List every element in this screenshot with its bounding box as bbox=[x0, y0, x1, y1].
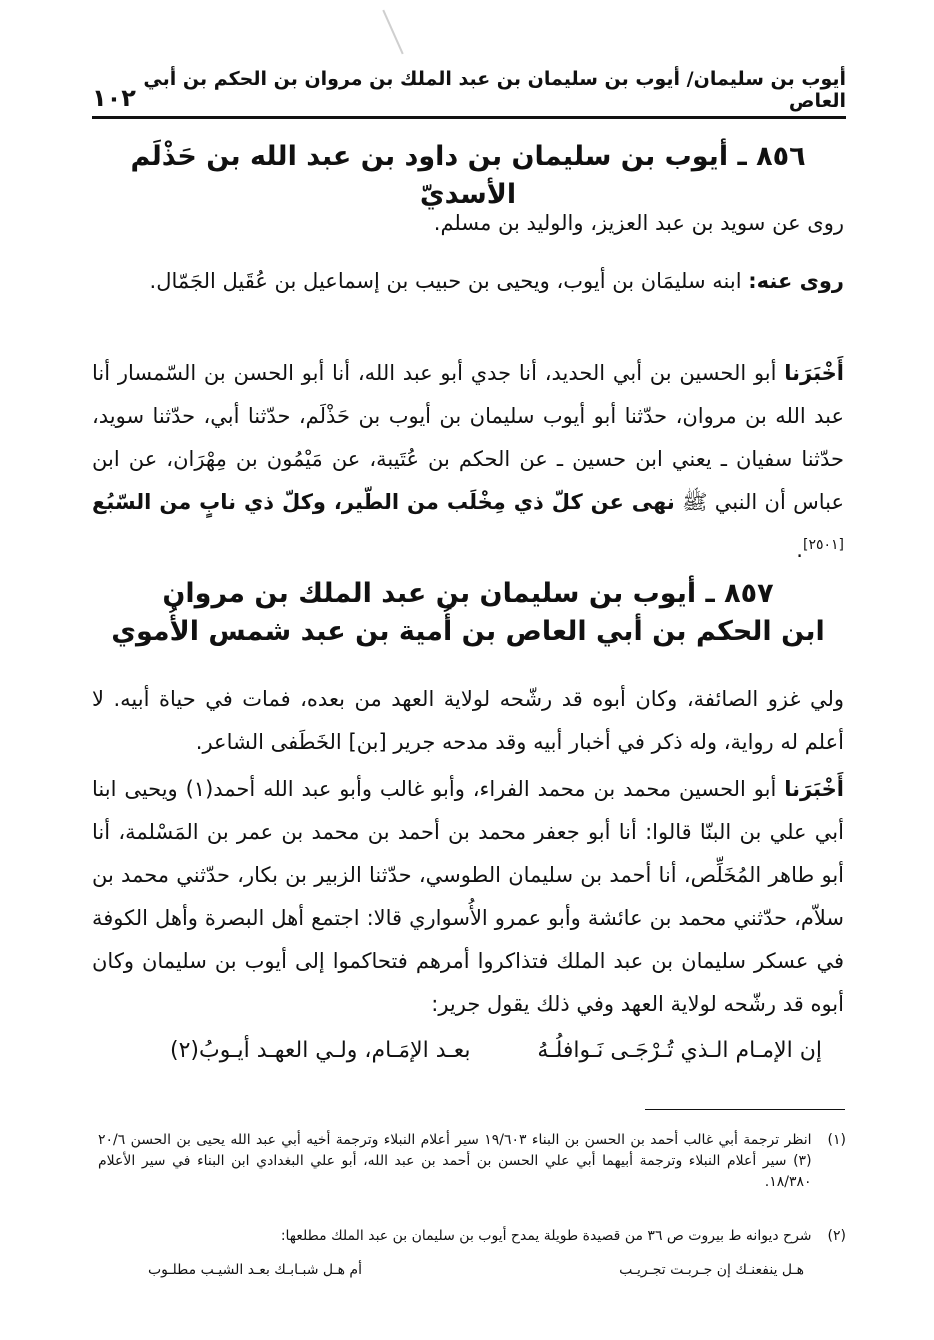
page-number: ١٠٢ bbox=[92, 84, 136, 112]
verse-first-hemistich: إن الإمـام الـذي تُـرْجَـى نَـوافلُـهُ bbox=[537, 1038, 822, 1063]
header-title: أيوب بن سليمان/ أيوب بن سليمان بن عبد الملك بن مروان بن الحكم بن أبي العاص bbox=[143, 68, 846, 112]
entry-857-bio: ولي غزو الصائفة، وكان أبوه قد رشّحه لولاية العهد من بعده، فمات في حياة أبيه. لا أعلم له رواية، وله ذكر في أخبار أبيه وقد مدحه جرير [بن] الخَطَفى الشاعر. bbox=[92, 687, 844, 754]
entry-856-narrated-from: روى عن سويد بن عبد العزيز، والوليد بن مسلم. bbox=[433, 211, 844, 235]
footnote-separator bbox=[645, 1109, 845, 1110]
footnote-number: (٢) bbox=[827, 1228, 846, 1244]
verse-second-hemistich: بعـد الإمَـام، ولـي العهـد أيـوبُ(٢) bbox=[170, 1038, 471, 1063]
akhbarana-label: أَخْبَرَنا bbox=[784, 361, 844, 385]
footnote-verse-first: هـل ينفعنـك إن جـربـت تجـريـب bbox=[619, 1262, 804, 1278]
hadith-text: نهى عن كلّ ذي مِخْلَب من الطّير، وكلّ ذي نابٍ من السّبُع bbox=[92, 490, 675, 514]
hadith-chain: أبو الحسين بن أبي الحديد، أنا جدي أبو عبد الله، أنا أبو الحسن بن السّمسار أنا عبد الله بن مروان، حدّثنا أبو أيوب سليمان بن أيوب بن حَذْلَم، حدّثنا أبي، حدّثنا سويد، حدّثنا سفيان ـ يعني ابن حسين ـ عن الحكم بن عُتَيبة، عن مَيْمُون بن مِهْرَان، عن ابن عباس أن النبي ﷺ bbox=[92, 361, 844, 514]
akhbarana-label: أَخْبَرَنا bbox=[784, 777, 844, 801]
footnote-text: شرح ديوانه ط بيروت ص ٣٦ من قصيدة طويلة يمدح أيوب بن سليمان بن عبد الملك مطلعها: bbox=[280, 1228, 812, 1244]
footnote-verse bbox=[148, 1262, 804, 1278]
hadith-number: [٢٥٠١] bbox=[802, 537, 844, 553]
narrated-by-text: ابنه سليمَان بن أيوب، ويحيى بن حبيب بن إسماعيل بن عُقَيل الجَمّال. bbox=[149, 269, 742, 293]
entry-857-narration bbox=[92, 768, 844, 1026]
entry-857-title-line2: ابن الحكم بن أبي العاص بن أُمية بن عبد شمس الأُموي bbox=[111, 615, 825, 647]
entry-856-narrated-by bbox=[92, 260, 844, 303]
footnote-2 bbox=[98, 1226, 846, 1247]
entry-857-title-line1: ٨٥٧ ـ أيوب بن سليمان بن عبد الملك بن مروان bbox=[162, 578, 774, 609]
poem-verse bbox=[170, 1038, 822, 1063]
entry-857-title bbox=[92, 575, 844, 651]
narration-text: أبو الحسين محمد بن محمد الفراء، وأبو غالب وأبو عبد الله أحمد(١) ويحيى ابنا أبي علي بن البنّا قالوا: أنا أبو جعفر محمد بن أحمد بن محمد بن عمر بن المَسْلمة، أنا أبو طاهر المُخَلِّص، أنا أحمد بن سليمان الطوسي، حدّثنا الزبير بن بكار، حدّثني محمد بن سلاّم، حدّثني محمد بن عائشة وأبو عمرو الأُسواري قالا: اجتمع أهل البصرة وأهل الكوفة في عسكر سليمان بن عبد الملك فتذاكروا أمرهم فتحاكموا إلى أيوب بن سليمان وكان أبوه قد رشّحه لولاية العهد وفي ذلك يقول جرير: bbox=[92, 777, 844, 1016]
entry-856-title: ٨٥٦ ـ أيوب بن سليمان بن داود بن عبد الله بن حَذْلَم الأسديّ bbox=[130, 141, 806, 210]
footnote-1 bbox=[98, 1130, 846, 1193]
entry-856-hadith: أَخْبَرَنا أبو الحسين بن أبي الحديد، أنا جدي أبو عبد الله، أنا أبو الحسن بن السّمسار أنا عبد الله بن مروان، حدّثنا أبو أيوب سليمان بن أيوب بن حَذْلَم، حدّثنا أبي، حدّثنا سويد، حدّثنا سفيان ـ يعني ابن حسين ـ عن الحكم بن عُتَيبة، عن مَيْمُون بن مِهْرَان، عن ابن عباس أن النبي ﷺ نهى عن كلّ ذي مِخْلَب من الطّير، وكلّ ذي نابٍ من السّبُع [٢٥٠١]. bbox=[92, 361, 844, 562]
footnote-text: انظر ترجمة أبي غالب أحمد بن الحسن بن البناء ١٩/٦٠٣ سير أعلام النبلاء وترجمة أخيه أبي عبد الله يحيى بن الحسن ٢٠/٦ (٣) سير أعلام النبلاء وترجمة أبيهما أبي علي الحسن بن أحمد بن عبد الله، أبو علي البغدادي ابن البناء في سير الأعلام ١٨/٣٨٠. bbox=[98, 1132, 812, 1190]
scan-mark bbox=[382, 10, 403, 55]
footnote-verse-second: أم هـل شبـابـك بعـد الشيـب مطلـوب bbox=[148, 1262, 362, 1278]
running-header bbox=[92, 70, 846, 119]
footnote-number: (١) bbox=[827, 1132, 846, 1148]
narrated-by-label: روى عنه: bbox=[748, 269, 844, 293]
